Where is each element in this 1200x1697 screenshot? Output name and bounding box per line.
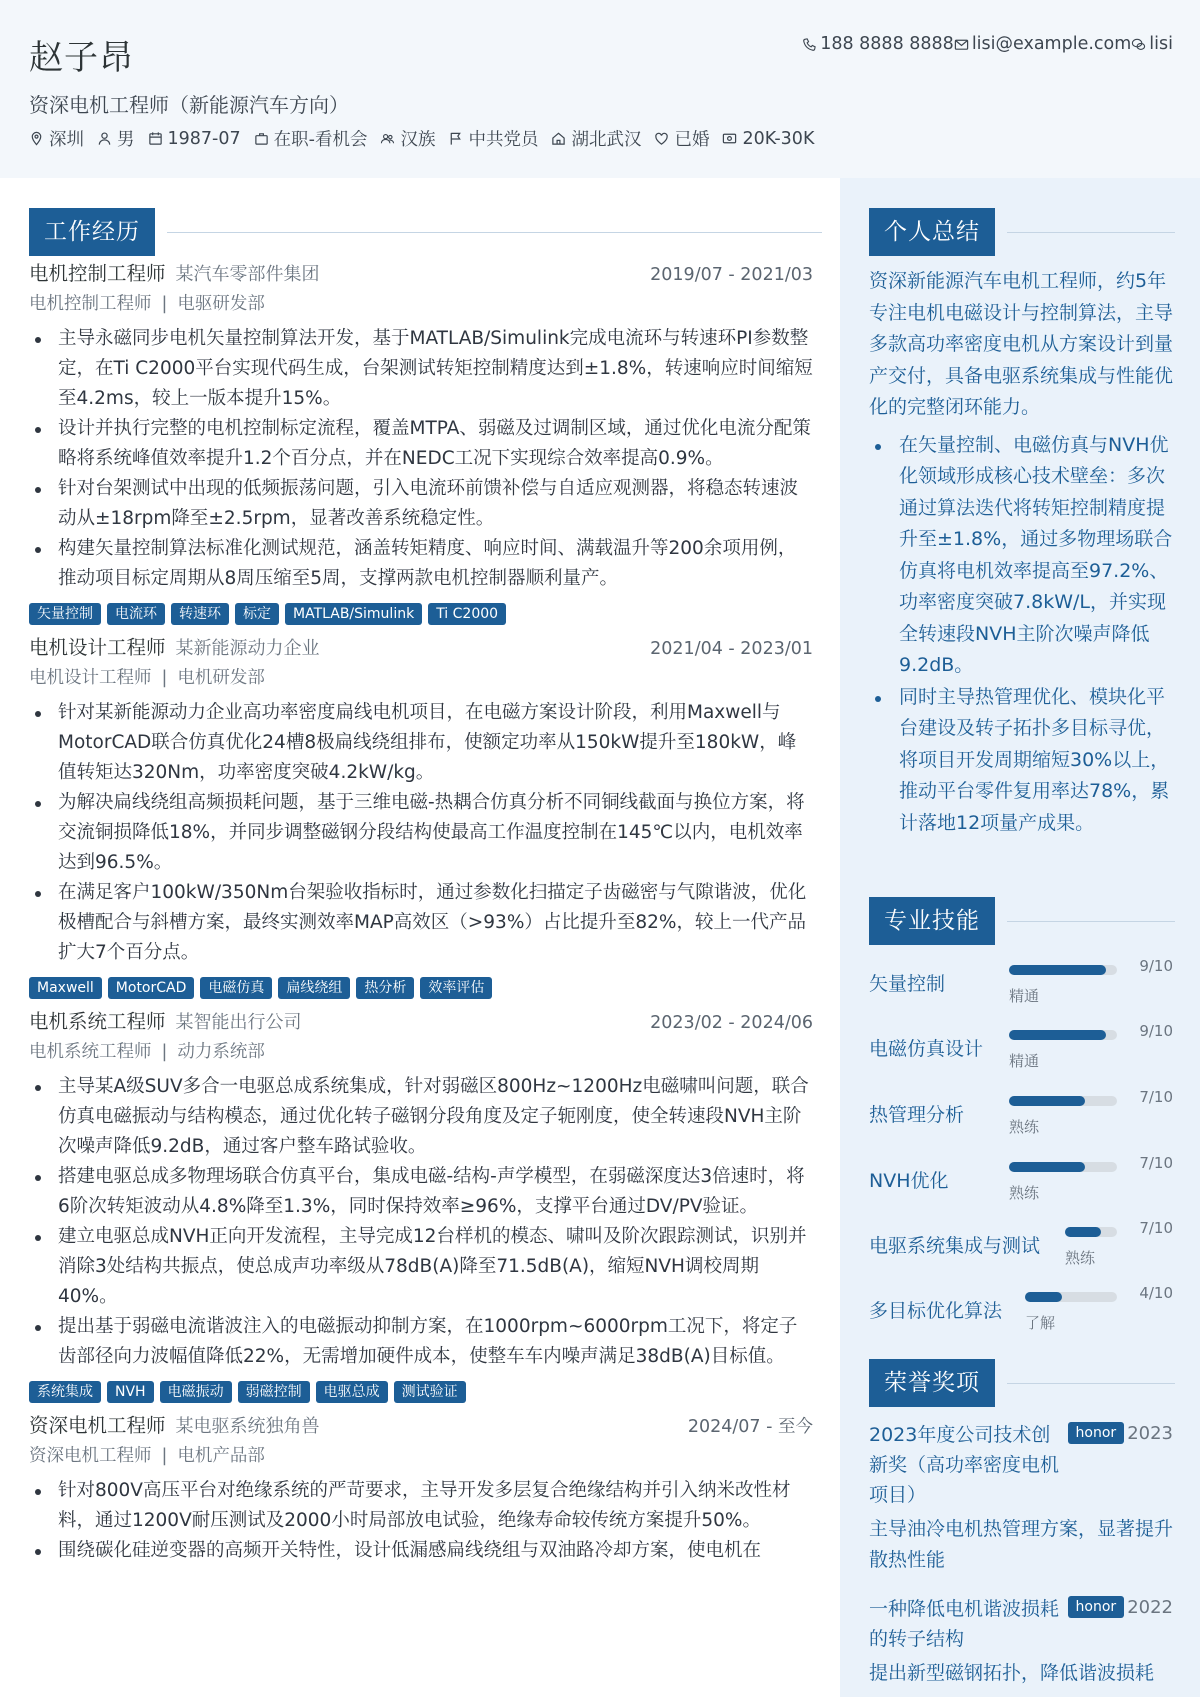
skill-tag: NVH — [107, 1381, 154, 1403]
skill-tag: Maxwell — [29, 977, 102, 999]
job-header — [29, 258, 813, 288]
skill-level: 熟练 — [1009, 1184, 1040, 1202]
job-bullet: 建立电驱总成NVH正向开发流程，主导完成12台样机的模态、啸叫及阶次跟踪测试，识别并消除3处结构共振点，使总成声功率级从78dB(A)降至71.5dB(A)，缩短NVH调校周期40%。 — [29, 1222, 813, 1312]
phone-text: 188 8888 8888 — [820, 34, 954, 54]
skill-name: NVH优化 — [869, 1170, 949, 1192]
skill-fill — [1025, 1292, 1062, 1302]
person-icon — [97, 131, 112, 146]
skill-tag: MATLAB/Simulink — [285, 603, 422, 625]
skill-tag: 测试验证 — [394, 1381, 466, 1403]
money-icon — [722, 131, 737, 146]
award-item — [869, 1594, 1173, 1689]
skill-name: 矢量控制 — [869, 973, 946, 995]
job-bullet: 提出基于弱磁电流谐波注入的电磁振动抑制方案，在1000rpm~6000rpm工况下，将定子齿部径向力波幅值降低22%，无需增加硬件成本，使整车车内噪声满足38dB(A)目标值。 — [29, 1312, 813, 1372]
job-bullets — [29, 698, 813, 968]
wechat-text: lisi — [1149, 34, 1173, 54]
skill-tag: 系统集成 — [29, 1381, 101, 1403]
mail-icon — [954, 37, 969, 52]
job-bullets — [29, 324, 813, 594]
skill-tag: 电流环 — [107, 603, 165, 625]
work-experience — [29, 258, 813, 1566]
skill-name: 热管理分析 — [869, 1104, 965, 1126]
meta-text: 1987-07 — [167, 128, 241, 149]
job-subtitle — [29, 1440, 813, 1472]
skill-fill — [1009, 1096, 1085, 1106]
skill-score: 7/10 — [1139, 1088, 1173, 1106]
job-tags — [29, 603, 813, 625]
job-date: 2024/07 - 至今 — [687, 1417, 813, 1437]
job-bullets — [29, 1476, 813, 1566]
section-work-header — [29, 208, 822, 256]
skill-name: 电驱系统集成与测试 — [869, 1235, 1041, 1257]
award-name: 一种降低电机谐波损耗的转子结构 — [869, 1598, 1060, 1650]
skill-tag: Ti C2000 — [428, 603, 506, 625]
wechat-icon — [1131, 37, 1146, 52]
job-role: 资深电机工程师 — [29, 1414, 166, 1437]
section-divider — [1007, 1383, 1175, 1384]
meta-text: 男 — [117, 130, 135, 150]
job-bullet: 主导某A级SUV多合一电驱总成系统集成，针对弱磁区800Hz~1200Hz电磁啸叫问题，联合仿真电磁振动与结构模态，通过优化转子磁钢分段角度及定子轭刚度，使全转速段NVH主阶次噪声降低9.2dB，通过客户整车路试验收。 — [29, 1072, 813, 1162]
meta-gender — [97, 126, 135, 151]
job-department: 电机研发部 — [177, 668, 265, 688]
job-bullet: 针对800V高压平台对绝缘系统的严苛要求，主导开发多层复合绝缘结构并引入纳米改性材料，通过1200V耐压测试及2000小时局部放电试验，绝缘寿命较传统方案提升50%。 — [29, 1476, 813, 1536]
skill-tag: 电磁振动 — [160, 1381, 232, 1403]
skill-tag: 扁线绕组 — [278, 977, 350, 999]
skill-fill — [1009, 1030, 1106, 1040]
job-bullet: 针对某新能源动力企业高功率密度扁线电机项目，在电磁方案设计阶段，利用Maxwell与MotorCAD联合仿真优化24槽8极扁线绕组排布，使额定功率从150kW提升至180kW，峰值转矩达320Nm，功率密度突破4.2kW/kg。 — [29, 698, 813, 788]
skill-fill — [1065, 1227, 1101, 1237]
personal-info — [29, 126, 827, 151]
award-description: 主导油冷电机热管理方案，显著提升散热性能 — [869, 1518, 1174, 1571]
skill-name: 电磁仿真设计 — [869, 1038, 984, 1060]
skill-score: 7/10 — [1139, 1219, 1173, 1237]
section-title: 荣誉奖项 — [869, 1359, 995, 1407]
meta-ethnicity — [380, 126, 435, 151]
section-divider — [1007, 232, 1175, 233]
award-badge: honor — [1068, 1596, 1125, 1618]
skill-bar — [1009, 965, 1117, 975]
meta-text: 20K-30K — [742, 128, 815, 149]
job-company: 某新能源动力企业 — [175, 638, 320, 659]
award-meta — [1068, 1596, 1173, 1618]
job-position: 资深电机工程师 — [29, 1446, 152, 1466]
meta-text: 在职-看机会 — [273, 130, 368, 150]
briefcase-icon — [254, 131, 269, 146]
resume-header — [0, 0, 1200, 178]
job-bullets — [29, 1072, 813, 1372]
skill-bar — [1025, 1292, 1117, 1302]
skill-tag: 效率评估 — [420, 977, 492, 999]
meta-text: 汉族 — [400, 130, 436, 150]
skill-bar — [1009, 1162, 1117, 1172]
job-bullet: 为解决扁线绕组高频损耗问题，基于三维电磁-热耦合仿真分析不同铜线截面与换位方案，将交流铜损降低18%，并同步调整磁钢分段结构使最高工作温度控制在145℃以内，电机效率达到96.5%。 — [29, 788, 813, 878]
section-summary-header — [869, 208, 1175, 256]
job-subtitle — [29, 662, 813, 694]
skill-item — [869, 1020, 1173, 1080]
job-date: 2023/02 - 2024/06 — [650, 1013, 813, 1033]
section-title: 专业技能 — [869, 897, 995, 945]
job-header — [29, 1006, 813, 1036]
phone-icon — [802, 37, 817, 52]
meta-text: 中共党员 — [468, 130, 539, 150]
section-title: 工作经历 — [29, 208, 155, 256]
contact-wechat[interactable] — [1131, 34, 1173, 54]
job-date: 2019/07 - 2021/03 — [650, 265, 813, 285]
skill-tag: 转速环 — [171, 603, 229, 625]
summary-paragraph: 资深新能源汽车电机工程师，约5年专注电机电磁设计与控制算法，主导多款高功率密度电机从方案设计到量产交付，具备电驱系统集成与性能优化的完整闭环能力。 — [869, 270, 1174, 418]
contact-email[interactable] — [954, 34, 1131, 54]
job-position: 电机控制工程师 — [29, 294, 152, 314]
skill-score: 7/10 — [1139, 1154, 1173, 1172]
meta-status — [254, 126, 368, 151]
job-role: 电机设计工程师 — [29, 636, 166, 659]
award-meta — [1068, 1422, 1173, 1444]
contact-phone[interactable] — [802, 34, 954, 54]
skill-level: 精通 — [1009, 987, 1040, 1005]
job-role: 电机系统工程师 — [29, 1010, 166, 1033]
job-company: 某智能出行公司 — [175, 1012, 302, 1033]
job-date: 2021/04 - 2023/01 — [650, 639, 813, 659]
group-icon — [380, 131, 395, 146]
summary-bullet: 同时主导热管理优化、模块化平台建设及转子拓扑多目标寻优，将项目开发周期缩短30%以上，推动平台零件复用率达78%，累计落地12项量产成果。 — [869, 682, 1173, 840]
skill-bar — [1009, 1096, 1117, 1106]
separator: | — [161, 1446, 168, 1466]
meta-location — [29, 126, 84, 151]
email-text: lisi@example.com — [971, 34, 1132, 54]
skill-item — [869, 1152, 1173, 1212]
skill-tag: MotorCAD — [108, 977, 195, 999]
summary-section — [869, 266, 1173, 839]
meta-text: 已婚 — [674, 130, 710, 150]
job-department: 动力系统部 — [177, 1042, 265, 1062]
award-item — [869, 1420, 1173, 1576]
job-tags — [29, 1381, 813, 1403]
job-header — [29, 632, 813, 662]
job-entry — [29, 632, 813, 999]
skill-level: 熟练 — [1065, 1249, 1096, 1267]
section-title: 个人总结 — [869, 208, 995, 256]
skill-fill — [1009, 1162, 1085, 1172]
contact-info — [802, 34, 1173, 54]
job-department: 电驱研发部 — [177, 294, 265, 314]
meta-text: 深圳 — [49, 130, 84, 150]
skill-tag: 电磁仿真 — [200, 977, 272, 999]
job-entry — [29, 1410, 813, 1566]
skill-score: 9/10 — [1139, 957, 1173, 975]
award-badge: honor — [1068, 1422, 1125, 1444]
summary-bullets — [869, 430, 1173, 840]
award-year: 2022 — [1127, 1596, 1173, 1618]
section-divider — [167, 232, 822, 233]
skill-level: 精通 — [1009, 1052, 1040, 1070]
candidate-title: 资深电机工程师（新能源汽车方向） — [29, 93, 349, 117]
job-bullet: 搭建电驱总成多物理场联合仿真平台，集成电磁-结构-声学模型，在弱磁深度达3倍速时，将6阶次转矩波动从4.8%降至1.3%，同时保持效率≥96%，支撑平台通过DV/PV验证。 — [29, 1162, 813, 1222]
skill-tag: 电驱总成 — [316, 1381, 388, 1403]
skill-bar — [1009, 1030, 1117, 1040]
skill-tag: 标定 — [235, 603, 279, 625]
job-company: 某汽车零部件集团 — [175, 264, 320, 285]
skill-item — [869, 1282, 1173, 1342]
location-icon — [29, 131, 44, 146]
section-awards-header — [869, 1359, 1175, 1407]
job-bullet: 构建矢量控制算法标准化测试规范，涵盖转矩精度、响应时间、满载温升等200余项用例，推动项目标定周期从8周压缩至5周，支撑两款电机控制器顺利量产。 — [29, 534, 813, 594]
skill-tag: 矢量控制 — [29, 603, 101, 625]
job-header — [29, 1410, 813, 1440]
job-bullet: 主导永磁同步电机矢量控制算法开发，基于MATLAB/Simulink完成电流环与转速环PI参数整定，在Ti C2000平台实现代码生成，台架测试转矩控制精度达到±1.8%，转速响应时间缩短至4.2ms，较上一版本提升15%。 — [29, 324, 813, 414]
skill-item — [869, 1217, 1173, 1277]
heart-icon — [654, 131, 669, 146]
job-department: 电机产品部 — [177, 1446, 265, 1466]
meta-text: 湖北武汉 — [571, 130, 642, 150]
award-year: 2023 — [1127, 1422, 1173, 1444]
home-icon — [551, 131, 566, 146]
separator: | — [161, 668, 168, 688]
skill-item — [869, 1086, 1173, 1146]
flag-icon — [448, 131, 463, 146]
skill-tag: 弱磁控制 — [238, 1381, 310, 1403]
calendar-icon — [148, 131, 163, 146]
award-name: 2023年度公司技术创新奖（高功率密度电机项目） — [869, 1424, 1060, 1506]
job-bullet: 在满足客户100kW/350Nm台架验收指标时，通过参数化扫描定子齿磁密与气隙谐波，优化极槽配合与斜槽方案，最终实测效率MAP高效区（>93%）占比提升至82%，较上一代产品扩大7个百分点。 — [29, 878, 813, 968]
job-subtitle — [29, 288, 813, 320]
meta-politics — [448, 126, 538, 151]
job-position: 电机系统工程师 — [29, 1042, 152, 1062]
award-description: 提出新型磁钢拓扑，降低谐波损耗 — [869, 1662, 1155, 1684]
section-divider — [1007, 921, 1175, 922]
meta-marital — [654, 126, 709, 151]
job-entry — [29, 1006, 813, 1403]
section-skills-header — [869, 897, 1175, 945]
job-bullet: 设计并执行完整的电机控制标定流程，覆盖MTPA、弱磁及过调制区域，通过优化电流分配策略将系统峰值效率提升1.2个百分点，并在NEDC工况下实现综合效率提高0.9%。 — [29, 414, 813, 474]
summary-bullet: 在矢量控制、电磁仿真与NVH优化领域形成核心技术壁垒：多次通过算法迭代将转矩控制精度提升至±1.8%，通过多物理场联合仿真将电机效率提高至97.2%、功率密度突破7.8kW/L，并实现全转速段NVH主阶次噪声降低9.2dB。 — [869, 430, 1173, 682]
separator: | — [161, 1042, 168, 1062]
skill-score: 9/10 — [1139, 1022, 1173, 1040]
job-subtitle — [29, 1036, 813, 1068]
skill-score: 4/10 — [1139, 1284, 1173, 1302]
job-bullet: 围绕碳化硅逆变器的高频开关特性，设计低漏感扁线绕组与双油路冷却方案，使电机在 — [29, 1536, 813, 1566]
skill-fill — [1009, 965, 1106, 975]
job-entry — [29, 258, 813, 625]
skill-name: 多目标优化算法 — [869, 1300, 1003, 1322]
job-company: 某电驱系统独角兽 — [175, 1416, 320, 1437]
job-role: 电机控制工程师 — [29, 262, 166, 285]
job-bullet: 针对台架测试中出现的低频振荡问题，引入电流环前馈补偿与自适应观测器，将稳态转速波动从±18rpm降至±2.5rpm，显著改善系统稳定性。 — [29, 474, 813, 534]
skill-bar — [1065, 1227, 1117, 1237]
meta-salary — [722, 129, 814, 149]
skill-tag: 热分析 — [356, 977, 414, 999]
skill-item — [869, 955, 1173, 1015]
meta-hometown — [551, 126, 641, 151]
job-tags — [29, 977, 813, 999]
candidate-name: 赵子昂 — [29, 38, 134, 78]
job-position: 电机设计工程师 — [29, 668, 152, 688]
skill-level: 了解 — [1025, 1314, 1056, 1332]
separator: | — [161, 294, 168, 314]
skill-level: 熟练 — [1009, 1118, 1040, 1136]
meta-birth — [148, 129, 241, 149]
